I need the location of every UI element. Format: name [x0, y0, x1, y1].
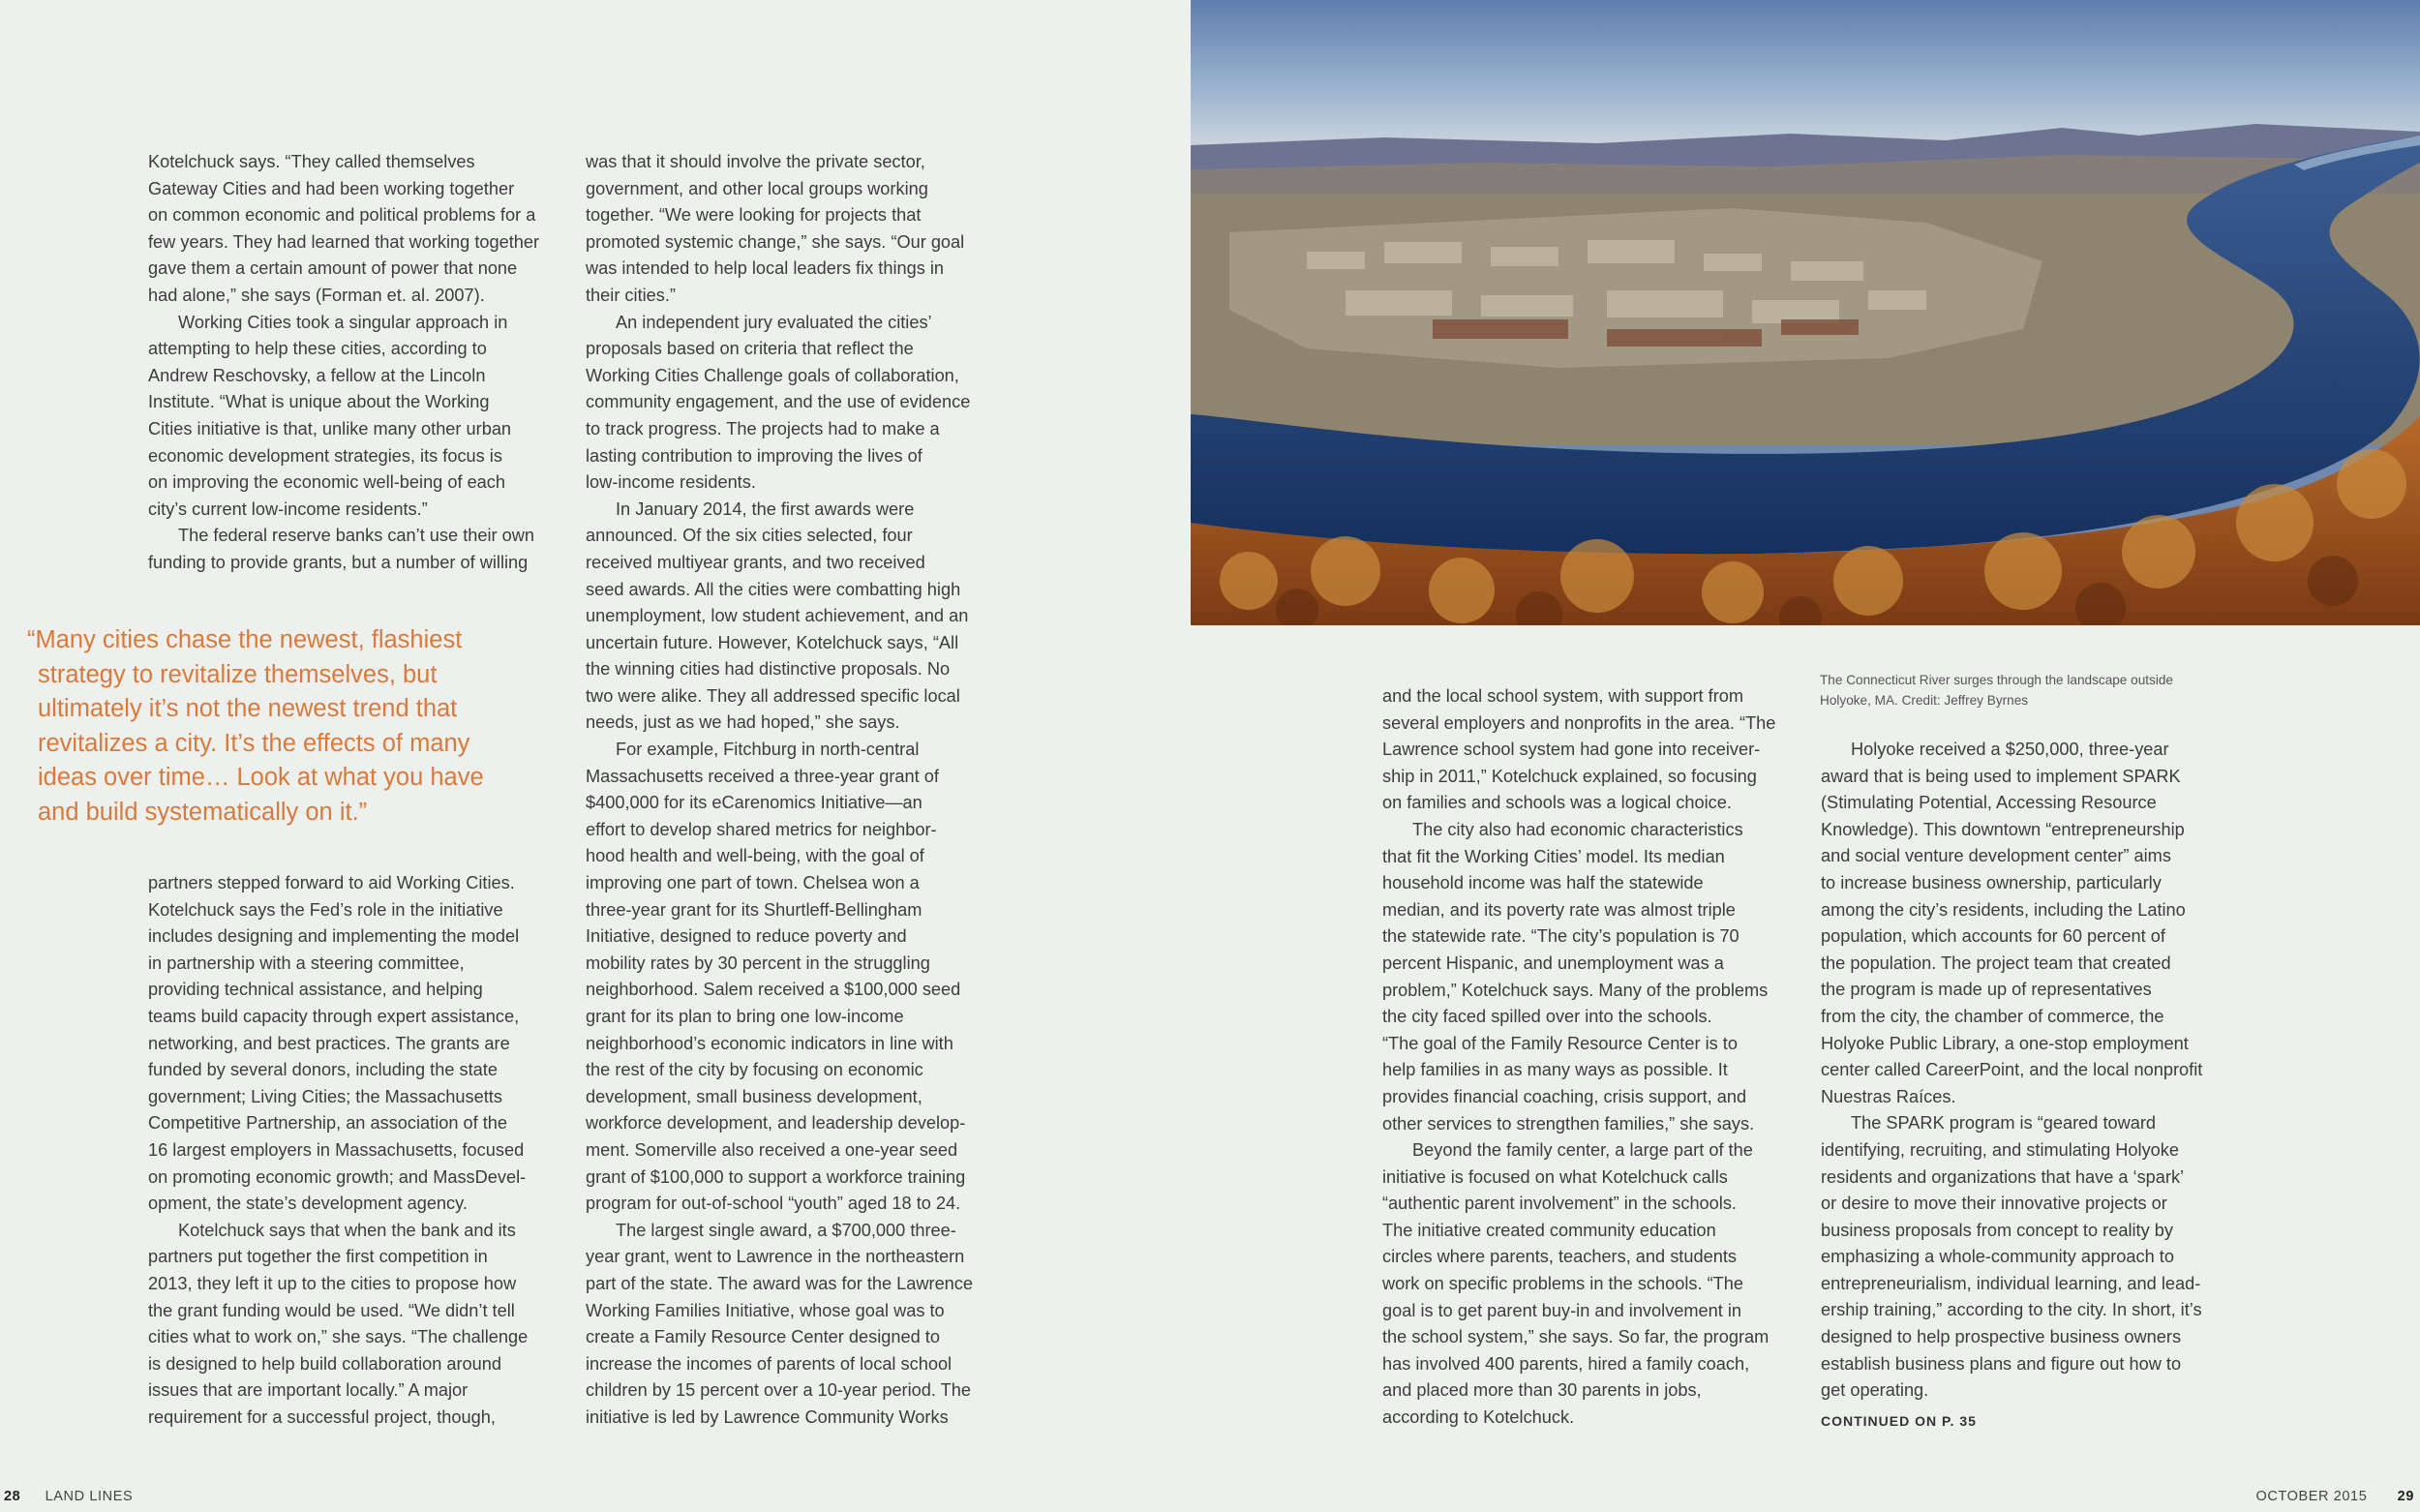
pull-quote-line: revitalizes a city. It’s the effects of many	[38, 729, 470, 757]
footer-left	[4, 1489, 133, 1504]
column-1-bottom	[148, 870, 574, 1431]
pull-quote-line: and build systematically on it.”	[38, 798, 368, 826]
paragraph: partners stepped forward to aid Working Cities. Kotelchuck says the Fed’s role in the initiative includes designing and implementing the model in partnership with a steering committee, providing technical assistance, and helping teams build capacity through expert assistance, networking, and best practices. The grants are funded by several donors, including the state government; Living Cities; the Massachusetts Competitive Partnership, an association of the 16 largest employers in Massachusetts, focused on promoting economic growth; and MassDevel- opment, the state’s development agency.	[148, 873, 527, 1214]
paragraph: An independent jury evaluated the cities’ proposals based on criteria that reflect the Working Cities Challenge goals of collaboration, community engagement, and the use of evidence to track progress. The projects had to make a lasting contribution to improving the lives of low-income residents.	[586, 312, 971, 493]
pull-quote-line: “Many cities chase the newest, flashiest	[27, 626, 463, 653]
issue-date: OCTOBER 2015	[2255, 1489, 2368, 1504]
page-number-right: 29	[2397, 1489, 2414, 1504]
column-1-top	[148, 149, 574, 577]
river-landscape-photo	[1191, 0, 2420, 625]
paragraph: The city also had economic characteristics that fit the Working Cities’ model. Its median household income was half the statewide median, and its poverty rate was almost triple the statewide rate. “The city’s population is 70 percent Hispanic, and unemployment was a problem,” Kotelchuck says. Many of the problems the city faced spilled over into the schools. “The goal of the Family Resource Center is to help families in as many ways as possible. It provides financial coaching, crisis support, and other services to strengthen families,” she says.	[1382, 819, 1769, 1134]
river-landscape-image	[1191, 0, 2420, 625]
column-4	[1821, 737, 2247, 1435]
paragraph: The federal reserve banks can’t use their own funding to provide grants, but a number of willing	[148, 526, 534, 572]
paragraph: Beyond the family center, a large part of the initiative is focused on what Kotelchuck calls “authentic parent involvement” in the schools. The initiative created community education circles where parents, teachers, and students work on specific problems in the schools. “The goal is to get parent buy-in and involvement in the school system,” she says. So far, the program has involved 400 parents, hired a family coach, and placed more than 30 parents in jobs, according to Kotelchuck.	[1382, 1140, 1770, 1428]
paragraph: In January 2014, the first awards were announced. Of the six cities selected, four received multiyear grants, and two received seed awards. All the cities were combatting high unemployment, low student achievement, and an uncertain future. However, Kotelchuck says, “All the winning cities had distinctive proposals. No two were alike. They all addressed specific local needs, just as we had hoped,” she says.	[586, 499, 969, 733]
column-2	[586, 149, 1012, 1432]
paragraph: The SPARK program is “geared toward identifying, recruiting, and stimulating Holyoke residents and organizations that have a ‘spark’ or desire to move their innovative projects or business proposals from concept to reality by emphasizing a whole-community approach to entrepreneurialism, individual learning, and lead- ership training,” according to the city. In short, it’s designed to help prospective business owners establish business plans and figure out how to get operating.	[1821, 1113, 2202, 1401]
pull-quote-line: ultimately it’s not the newest trend that	[38, 695, 458, 722]
paragraph: Kotelchuck says. “They called themselves Gateway Cities and had been working together on common economic and political problems for a few years. They had learned that working together gave them a certain amount of power that none had alone,” she says (Forman et. al. 2007).	[148, 152, 540, 305]
paragraph: and the local school system, with support from several employers and nonprofits in the area. “The Lawrence school system had gone into receiver- ship in 2011,” Kotelchuck explained, so focusing on families and schools was a logical choice.	[1382, 686, 1776, 813]
continued-link[interactable]: CONTINUED ON P. 35	[1821, 1412, 1977, 1429]
paragraph: Working Cities took a singular approach in attempting to help these cities, according to Andrew Reschovsky, a fellow at the Lincoln Institute. “What is unique about the Working Cities initiative is that, unlike many other urban economic development strategies, its focus is on improving the economic well-being of each city’s current low-income residents.”	[148, 312, 512, 519]
pull-quote-line: ideas over time… Look at what you have	[38, 764, 484, 791]
paragraph: was that it should involve the private sector, government, and other local groups working together. “We were looking for projects that promoted systemic change,” she says. “Our goal was intended to help local leaders fix things in their cities.”	[586, 152, 965, 305]
page-number-left: 28	[4, 1489, 21, 1504]
paragraph: The largest single award, a $700,000 three- year grant, went to Lawrence in the northeastern part of the state. The award was for the Lawrence Working Families Initiative, whose goal was to create a Family Resource Center designed to increase the incomes of parents of local school children by 15 percent over a 10-year period. The initiative is led by Lawrence Community Works	[586, 1220, 974, 1427]
pull-quote-line: strategy to revitalize themselves, but	[38, 660, 438, 688]
pull-quote	[27, 623, 540, 830]
footer-right	[2255, 1489, 2414, 1504]
caption-line: Holyoke, MA. Credit: Jeffrey Byrnes	[1820, 693, 2029, 708]
photo-caption	[1820, 670, 2265, 711]
paragraph: Kotelchuck says that when the bank and its partners put together the first competition in 2013, they left it up to the cities to propose how the grant funding would be used. “We didn’t tell cities what to work on,” she says. “The challenge is designed to help build collaboration around issues that are important locally.” A major requirement for a successful project, though,	[148, 1220, 529, 1427]
column-3	[1382, 683, 1808, 1432]
caption-line: The Connecticut River surges through the landscape outside	[1820, 673, 2173, 687]
paragraph: Holyoke received a $250,000, three-year award that is being used to implement SPARK (Stimulating Potential, Accessing Resource Knowledge). This downtown “entrepreneurship and social venture development center” aims to increase business ownership, particularly among the city’s residents, including the Latino population, which accounts for 60 percent of the population. The project team that created the program is made up of representatives from the city, the chamber of commerce, the Holyoke Public Library, a one-stop employment center called CareerPoint, and the local nonprofit Nuestras Raíces.	[1821, 740, 2203, 1106]
paragraph: For example, Fitchburg in north-central Massachusetts received a three-year grant of $400,000 for its eCarenomics Initiative—an effort to develop shared metrics for neighbor- hood health and well-being, with the goal of improving one part of town. Chelsea won a three-year grant for its Shurtleff-Bellingham Initiative, designed to reduce poverty and mobility rates by 30 percent in the struggling neighborhood. Salem received a $100,000 seed grant for its plan to bring one low-income neighborhood’s economic indicators in line with the rest of the city by focusing on economic development, small business development, workforce development, and leadership develop- ment. Somerville also received a one-year seed grant of $100,000 to support a workforce training program for out-of-school “youth” aged 18 to 24.	[586, 740, 966, 1214]
publication-name: LAND LINES	[45, 1489, 134, 1504]
